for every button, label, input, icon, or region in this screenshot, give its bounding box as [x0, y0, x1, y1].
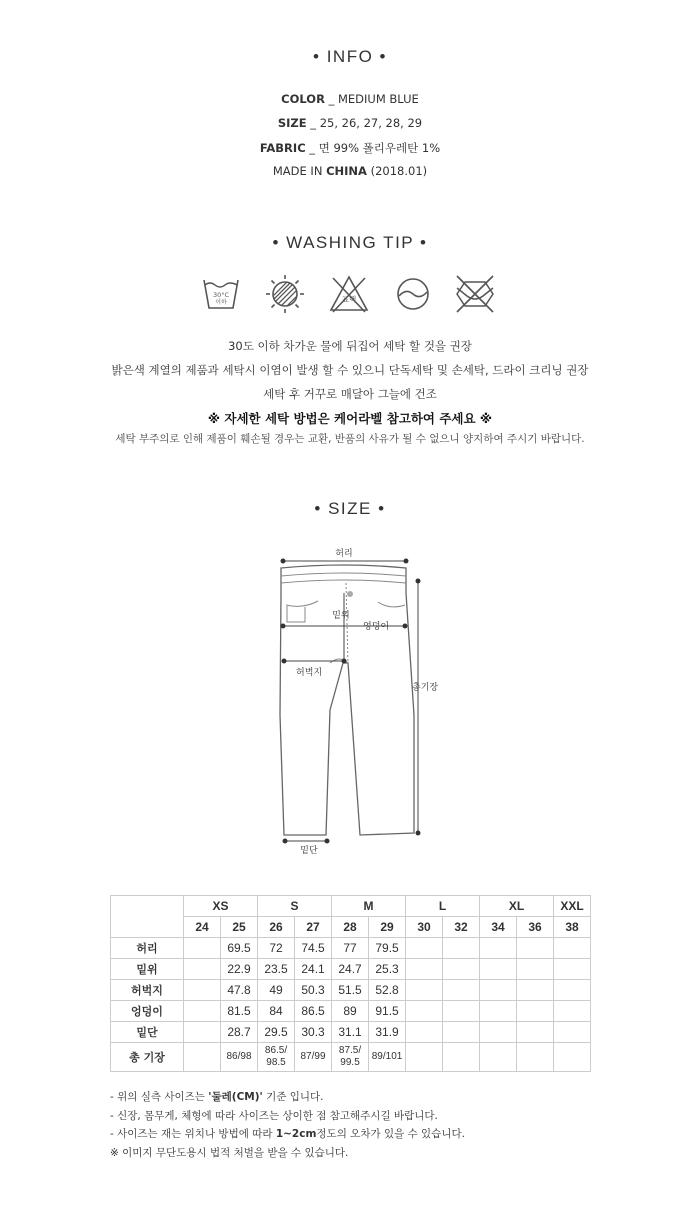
table-cell: 47.8	[221, 980, 258, 1001]
note-3-pre: - 사이즈는 재는 위치나 방법에 따라	[110, 1128, 276, 1140]
info-color	[0, 92, 700, 106]
size-cell: 27	[295, 917, 332, 938]
table-cell	[480, 938, 517, 959]
fabric-label: FABRIC	[259, 141, 306, 155]
info-fabric	[0, 140, 700, 156]
wash-tip-notice: ※ 자세한 세탁 방법은 케어라벨 참고하여 주세요 ※	[207, 411, 493, 426]
size-cell: 25	[221, 917, 258, 938]
table-cell	[184, 938, 221, 959]
size-value: _ 25, 26, 27, 28, 29	[310, 116, 423, 130]
note-1-post: 기준 입니다.	[262, 1091, 324, 1103]
table-cell: 69.5	[221, 938, 258, 959]
table-cell	[443, 980, 480, 1001]
table-cell	[517, 980, 554, 1001]
dry-clean-icon	[391, 272, 435, 316]
size-group-row	[111, 896, 591, 917]
table-cell	[554, 1001, 591, 1022]
made-prefix: MADE IN	[272, 164, 323, 178]
table-cell	[517, 938, 554, 959]
table-cell	[406, 959, 443, 980]
table-cell: 25.3	[369, 959, 406, 980]
table-cell: 86.5/ 98.5	[258, 1043, 295, 1072]
group-xs: XS	[184, 896, 258, 917]
size-table	[110, 895, 591, 1072]
size-cell: 34	[480, 917, 517, 938]
note-2: - 신장, 몸무게, 체형에 따라 사이즈는 상이한 점 참고해주시길 바랍니다.	[110, 1109, 438, 1122]
pants-outline	[280, 565, 414, 835]
no-sun-dry-icon	[263, 272, 307, 316]
bleach-text: 표백	[341, 295, 357, 304]
note-3-bold: 1~2cm	[275, 1128, 317, 1140]
table-cell: 28.7	[221, 1022, 258, 1043]
table-cell: 77	[332, 938, 369, 959]
table-cell	[480, 980, 517, 1001]
note-3-post: 정도의 오차가 있을 수 있습니다.	[316, 1128, 465, 1140]
table-cell	[443, 959, 480, 980]
wash-temp-sub-text: 이하	[215, 299, 227, 306]
info-title: • INFO •	[313, 47, 387, 66]
table-cell: 81.5	[221, 1001, 258, 1022]
wash-temp-text: 30°C	[212, 291, 230, 299]
table-cell: 51.5	[332, 980, 369, 1001]
row-label: 밑위	[111, 959, 184, 980]
group-xxl: XXL	[554, 896, 591, 917]
corner-cell	[111, 896, 184, 917]
info-made	[0, 164, 700, 178]
table-cell	[184, 980, 221, 1001]
table-cell	[554, 980, 591, 1001]
table-cell: 29.5	[258, 1022, 295, 1043]
size-table-body	[111, 938, 591, 1072]
table-cell: 30.3	[295, 1022, 332, 1043]
no-tumble-dry-icon	[453, 272, 497, 316]
wash-tip-2: 밝은색 계열의 제품과 세탁시 이염이 발생 할 수 있으니 단독세탁 및 손세탁, 드라이 크리닝 권장	[111, 363, 589, 377]
table-cell: 89/101	[369, 1043, 406, 1072]
hem-label: 밑단	[300, 846, 318, 856]
info-size	[0, 116, 700, 130]
made-country: CHINA	[326, 164, 367, 178]
group-m: M	[332, 896, 406, 917]
wash-tip-3: 세탁 후 거꾸로 매달아 그늘에 건조	[263, 387, 437, 401]
size-title: • SIZE •	[314, 499, 386, 518]
table-cell	[554, 1022, 591, 1043]
table-cell: 79.5	[369, 938, 406, 959]
table-cell: 87/99	[295, 1043, 332, 1072]
table-cell	[184, 1001, 221, 1022]
table-cell: 91.5	[369, 1001, 406, 1022]
size-cell: 32	[443, 917, 480, 938]
size-label: SIZE	[277, 116, 307, 130]
row-label: 엉덩이	[111, 1001, 184, 1022]
table-cell	[480, 959, 517, 980]
table-row	[111, 1043, 591, 1072]
size-cell: 38	[554, 917, 591, 938]
size-number-row	[111, 917, 591, 938]
table-cell: 22.9	[221, 959, 258, 980]
table-cell: 24.1	[295, 959, 332, 980]
table-cell	[406, 980, 443, 1001]
rise-label: 밑위	[332, 611, 350, 621]
fabric-value: _ 면 99% 폴리우레탄 1%	[309, 141, 441, 155]
washing-title: • WASHING TIP •	[272, 233, 428, 252]
table-cell: 84	[258, 1001, 295, 1022]
table-row	[111, 1022, 591, 1043]
made-date: (2018.01)	[370, 164, 428, 178]
size-cell: 30	[406, 917, 443, 938]
table-cell	[406, 938, 443, 959]
waist-label: 허리	[335, 549, 353, 559]
wash-30-icon	[199, 272, 243, 316]
table-cell: 50.3	[295, 980, 332, 1001]
table-cell: 87.5/ 99.5	[332, 1043, 369, 1072]
table-cell	[406, 1043, 443, 1072]
size-cell: 24	[184, 917, 221, 938]
size-notes	[110, 1088, 465, 1162]
table-cell	[554, 959, 591, 980]
table-cell	[517, 959, 554, 980]
hip-label: 엉덩이	[363, 622, 390, 632]
no-bleach-icon	[327, 272, 371, 316]
thigh-label: 허벅지	[296, 668, 323, 678]
table-cell	[443, 938, 480, 959]
table-cell	[480, 1043, 517, 1072]
size-cell: 29	[369, 917, 406, 938]
table-cell	[517, 1001, 554, 1022]
note-1-bold: '둘레(CM)'	[208, 1091, 263, 1103]
table-cell	[443, 1001, 480, 1022]
table-cell	[480, 1022, 517, 1043]
table-cell	[443, 1022, 480, 1043]
size-cell: 26	[258, 917, 295, 938]
row-label: 허벅지	[111, 980, 184, 1001]
group-l: L	[406, 896, 480, 917]
washing-icons	[0, 272, 700, 316]
wash-tip-1: 30도 이하 차가운 물에 뒤집어 세탁 할 것을 권장	[228, 339, 472, 353]
row-label: 총 기장	[111, 1043, 184, 1072]
wash-tip-disclaimer: 세탁 부주의로 인해 제품이 훼손될 경우는 교환, 반품의 사유가 될 수 없으니 양지하여 주시기 바랍니다.	[115, 433, 585, 445]
table-row	[111, 938, 591, 959]
row-label: 허리	[111, 938, 184, 959]
table-cell: 72	[258, 938, 295, 959]
note-1-pre: - 위의 실측 사이즈는	[110, 1091, 209, 1103]
table-cell: 31.9	[369, 1022, 406, 1043]
table-cell	[184, 1022, 221, 1043]
table-cell	[480, 1001, 517, 1022]
table-row	[111, 980, 591, 1001]
table-cell	[517, 1022, 554, 1043]
table-cell	[554, 1043, 591, 1072]
table-cell: 24.7	[332, 959, 369, 980]
table-cell: 23.5	[258, 959, 295, 980]
table-cell: 86.5	[295, 1001, 332, 1022]
table-cell	[517, 1043, 554, 1072]
size-cell: 28	[332, 917, 369, 938]
note-3	[110, 1125, 465, 1144]
pants-measurement-diagram	[0, 545, 700, 860]
note-4: ※ 이미지 무단도용시 법적 처벌을 받을 수 있습니다.	[110, 1146, 349, 1159]
note-1	[110, 1088, 465, 1107]
table-cell: 89	[332, 1001, 369, 1022]
table-cell	[406, 1001, 443, 1022]
table-cell	[406, 1022, 443, 1043]
length-label: 총기장	[412, 683, 439, 693]
size-cell: 36	[517, 917, 554, 938]
group-xl: XL	[480, 896, 554, 917]
group-s: S	[258, 896, 332, 917]
table-cell: 74.5	[295, 938, 332, 959]
table-cell: 86/98	[221, 1043, 258, 1072]
row-label: 밑단	[111, 1022, 184, 1043]
table-row	[111, 959, 591, 980]
table-cell	[184, 1043, 221, 1072]
table-cell	[443, 1043, 480, 1072]
color-value: _ MEDIUM BLUE	[328, 92, 419, 106]
table-row	[111, 1001, 591, 1022]
color-label: COLOR	[281, 92, 325, 106]
table-cell	[554, 938, 591, 959]
table-cell: 49	[258, 980, 295, 1001]
table-cell	[184, 959, 221, 980]
table-cell: 52.8	[369, 980, 406, 1001]
table-cell: 31.1	[332, 1022, 369, 1043]
corner-cell-2	[111, 917, 184, 938]
